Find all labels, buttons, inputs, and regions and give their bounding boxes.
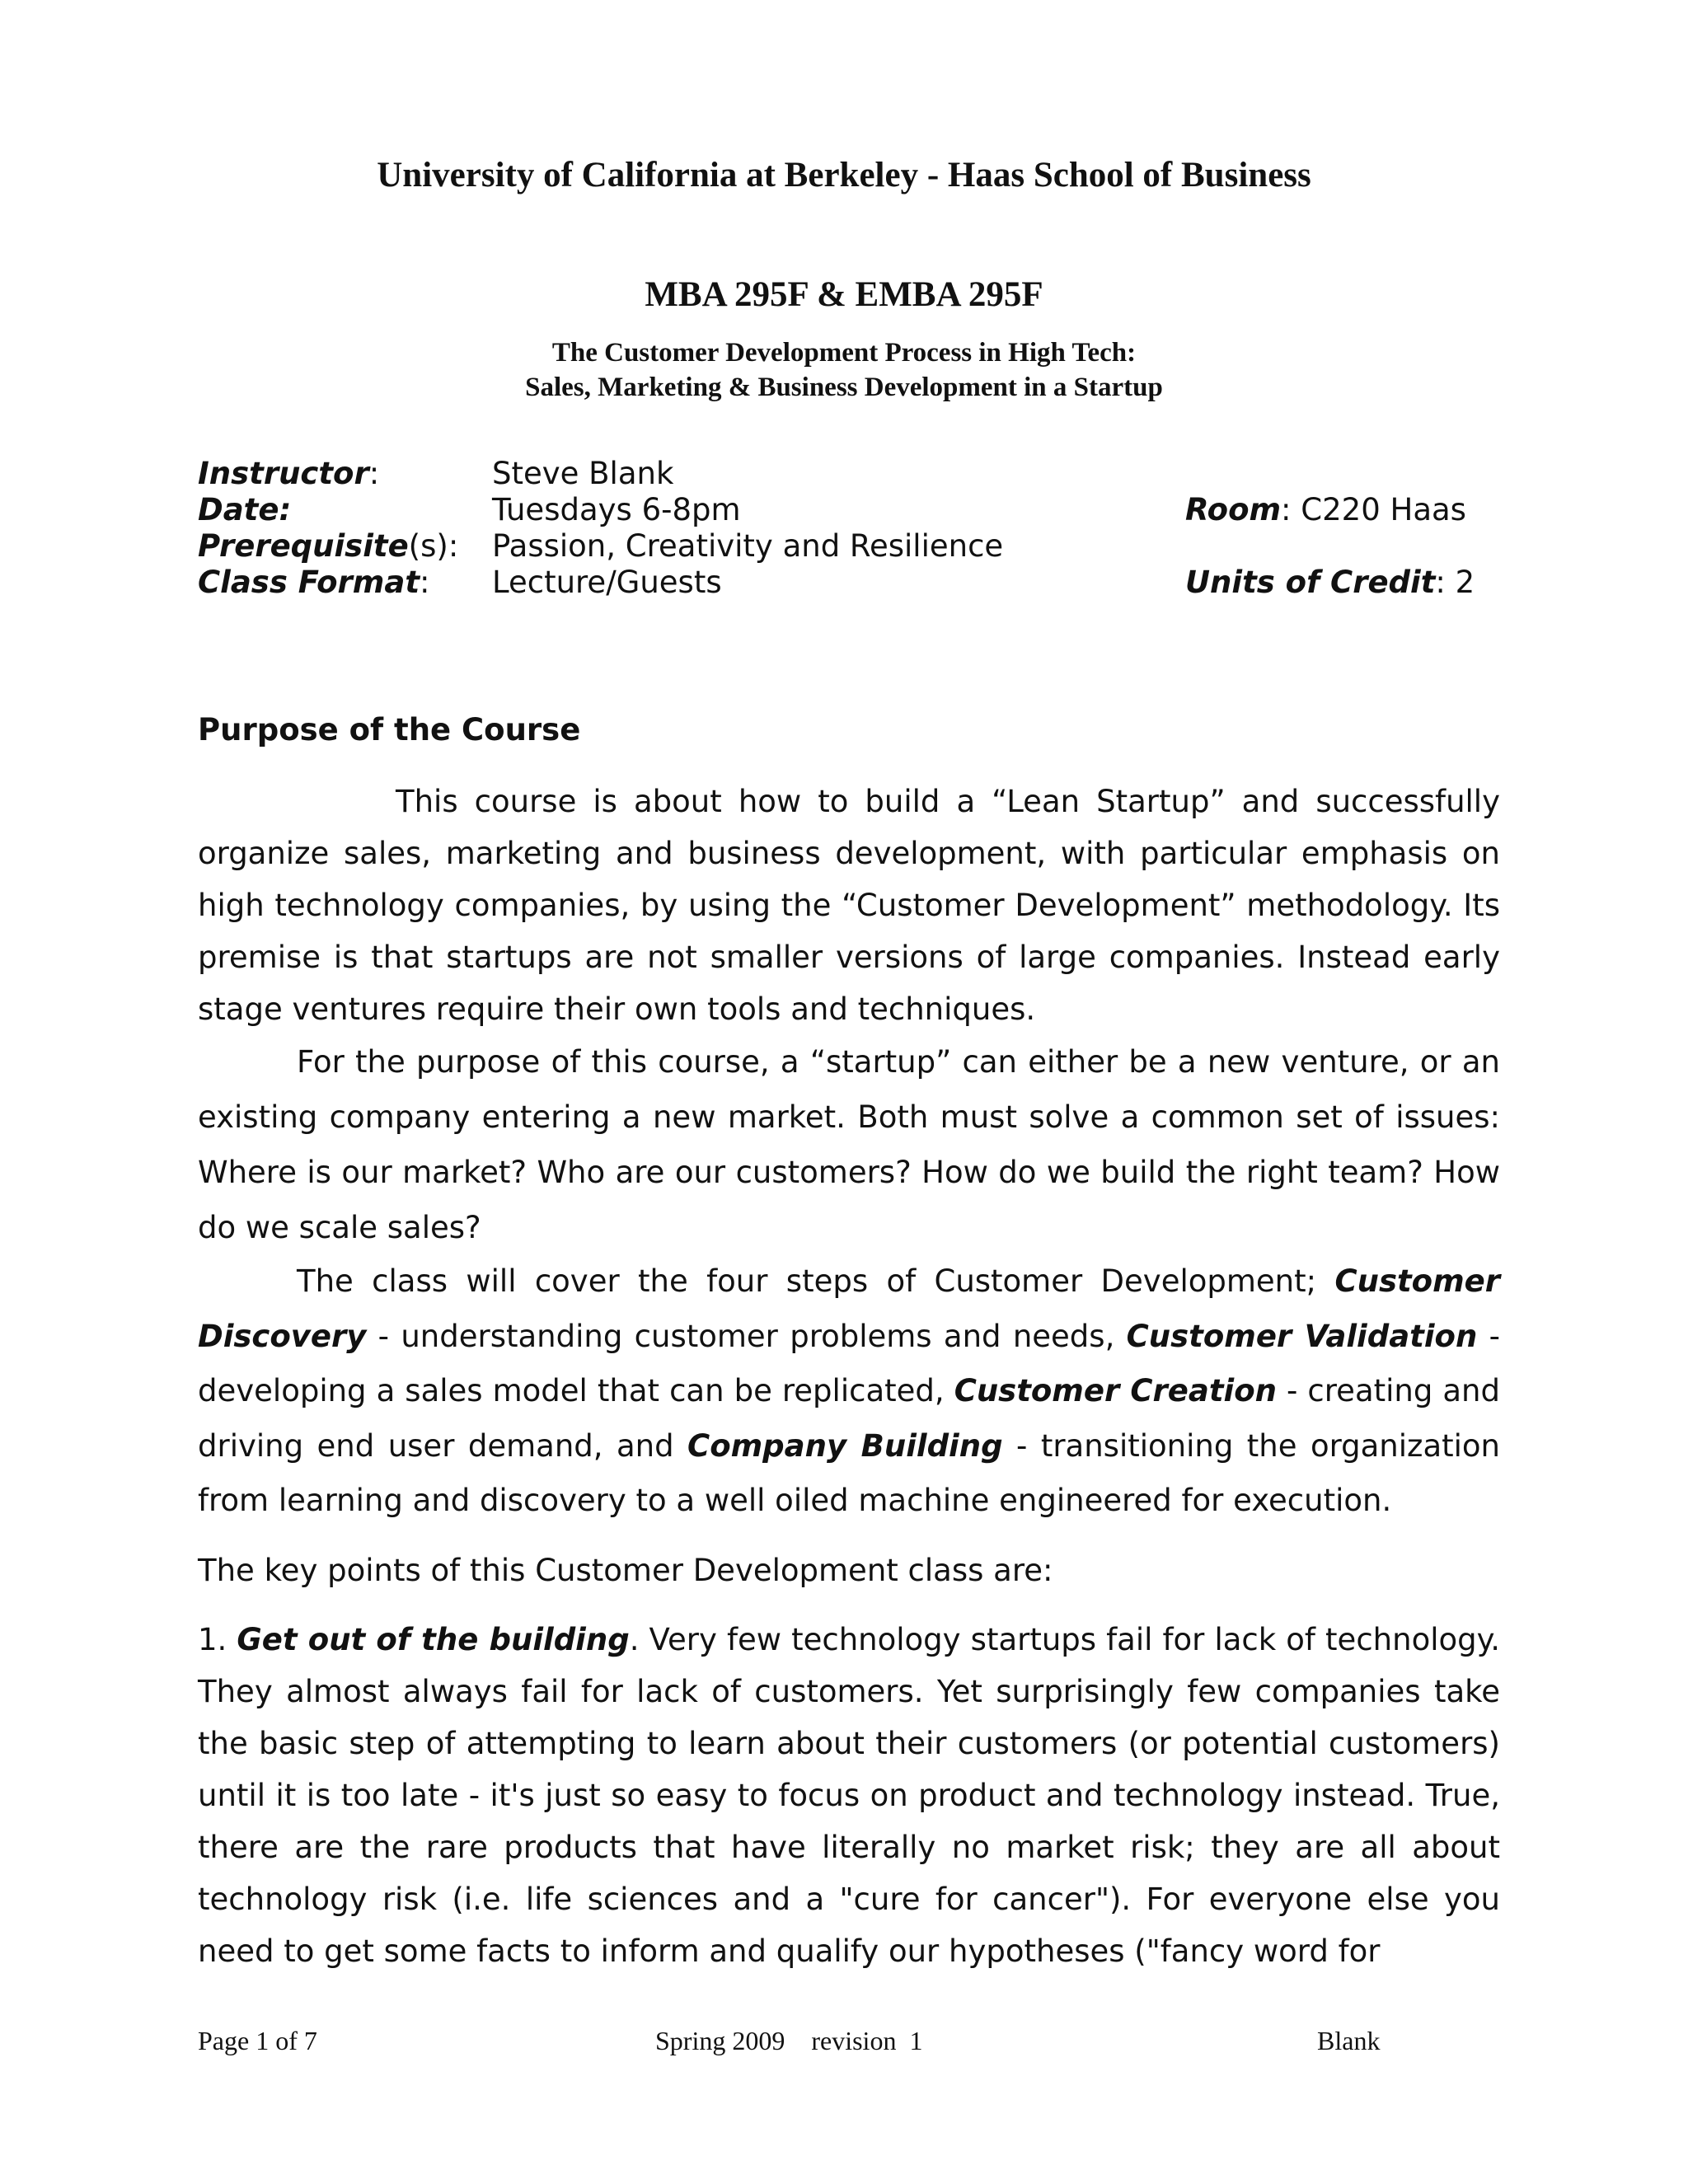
class-format-label: Class Format: <box>198 565 430 600</box>
footer-page-number: Page 1 of 7 <box>198 2026 317 2055</box>
course-subtitle-line1: The Customer Development Process in High Tech: <box>551 338 1137 368</box>
course-subtitle-line2: Sales, Marketing & Business Development in a Startup <box>525 373 1163 402</box>
instructor-value: Steve Blank <box>492 456 674 491</box>
room-info: Room: C220 Haas <box>1185 492 1466 527</box>
term-customer-discovery: Customer Discovery <box>198 1263 1500 1354</box>
term-get-out-of-building: Get out of the building <box>237 1622 630 1657</box>
date-label: Date: <box>198 492 292 527</box>
date-row <box>198 492 1500 528</box>
course-info-block <box>198 456 1500 601</box>
list-item-get-out-of-building: 1. Get out of the building. Very few technology startups fail for lack of technology. They almost always fail for lack of customers. Yet surprisingly few companies take the basic step of attempting to learn about their customers (or potential customers) until it is too late - it's just so easy to focus on product and technology instead. True, there are the rare products that have literally no market risk; they are all about technology risk (i.e. life sciences and a "cure for cancer"). For everyone else you need to get some facts to inform and qualify our hypotheses ("fancy word for <box>198 1622 1500 1969</box>
units-value: 2 <box>1455 565 1475 600</box>
prerequisite-value: Passion, Creativity and Resilience <box>492 528 1004 564</box>
units-info: Units of Credit: 2 <box>1185 565 1475 600</box>
prerequisite-label: Prerequisite(s): <box>198 528 459 564</box>
prerequisite-row <box>198 528 1500 565</box>
paragraph-four-steps: The class will cover the four steps of Customer Development; Customer Discovery - understanding customer problems and needs, Customer Validation - developing a sales model that can be replicated, Customer Creation - creating and driving end user demand, and Company Building - transitioning the organization from learning and discovery to a well oiled machine engineered for execution. <box>198 1263 1500 1518</box>
university-title: University of California at Berkeley - Haas School of Business <box>377 156 1311 194</box>
room-value: C220 Haas <box>1301 492 1466 527</box>
class-format-row <box>198 565 1500 601</box>
room-label: Room <box>1185 492 1282 527</box>
course-code: MBA 295F & EMBA 295F <box>645 275 1043 314</box>
term-customer-validation: Customer Validation <box>1126 1318 1478 1354</box>
footer-author: Blank <box>1317 2026 1381 2055</box>
paragraph-lean-startup: This course is about how to build a “Lean Startup” and successfully organize sales, marketing and business development, with particular emphasis on high technology companies, by using the “Customer Development” methodology. Its premise is that startups are not smaller versions of large companies. Instead early stage ventures require their own tools and techniques. <box>198 784 1500 1027</box>
paragraph-key-points: The key points of this Customer Development class are: <box>198 1553 1053 1588</box>
class-format-value: Lecture/Guests <box>492 565 722 600</box>
instructor-row <box>198 456 1500 492</box>
section-heading-purpose: Purpose of the Course <box>198 712 581 748</box>
instructor-label: Instructor: <box>198 456 380 491</box>
term-customer-creation: Customer Creation <box>954 1373 1277 1408</box>
paragraph-startup-definition: For the purpose of this course, a “startup” can either be a new venture, or an existing company entering a new market. Both must solve a common set of issues: Where is our market? Who are our customers? How do we build the right team? How do we scale sales? <box>198 1044 1500 1245</box>
term-company-building: Company Building <box>687 1427 1003 1464</box>
date-value: Tuesdays 6-8pm <box>492 492 741 527</box>
units-label: Units of Credit <box>1185 565 1436 600</box>
footer-term-revision: Spring 2009 revision 1 <box>655 2026 923 2055</box>
